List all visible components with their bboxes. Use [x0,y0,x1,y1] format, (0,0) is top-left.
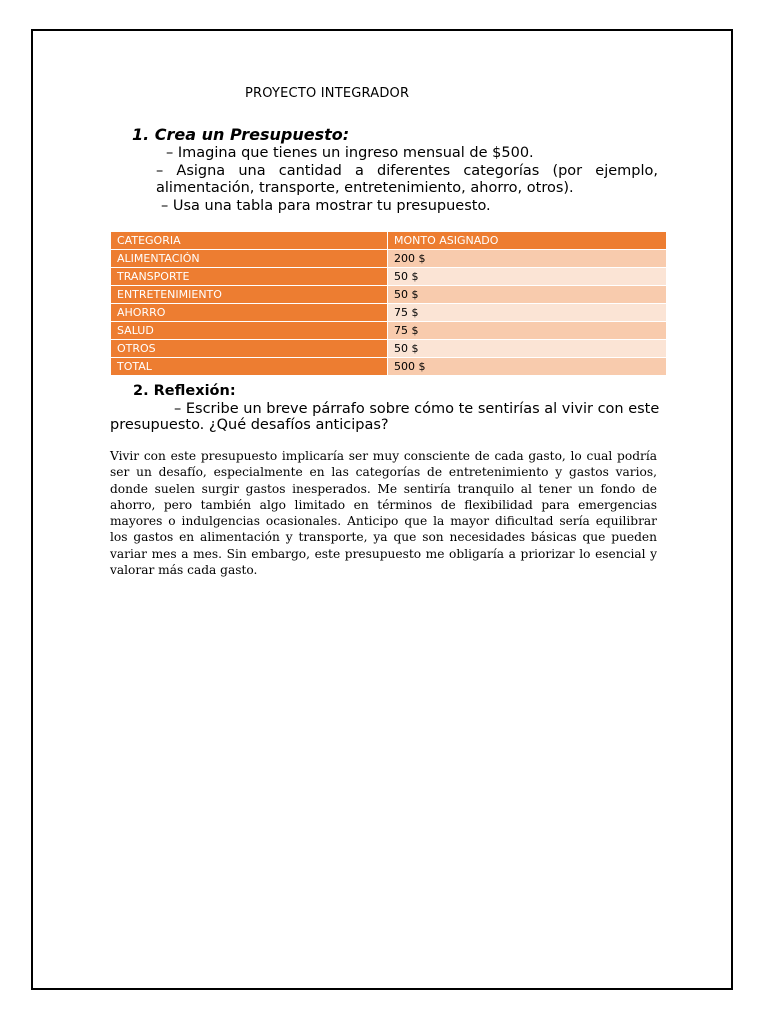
total-label-cell: TOTAL [111,358,388,376]
table-row [111,268,667,286]
category-cell: ENTRETENIMIENTO [111,286,388,304]
section-1-bullet-3: – Usa una tabla para mostrar tu presupuesto. [161,198,491,214]
amount-cell: 50 $ [388,286,667,304]
category-cell: SALUD [111,322,388,340]
section-2-line-1: – Escribe un breve párrafo sobre cómo te sentirías al vivir con este [174,401,660,417]
section-1-bullet-2-line-2: alimentación, transporte, entretenimiento, ahorro, otros). [156,180,574,196]
table-header-row [111,232,667,250]
category-cell: OTROS [111,340,388,358]
category-cell: AHORRO [111,304,388,322]
category-cell: TRANSPORTE [111,268,388,286]
total-amount-cell: 500 $ [388,358,667,376]
table-row [111,340,667,358]
amount-cell: 75 $ [388,322,667,340]
table-row [111,250,667,268]
category-cell: ALIMENTACIÓN [111,250,388,268]
amount-cell: 75 $ [388,304,667,322]
table-row [111,304,667,322]
reflection-paragraph: Vivir con este presupuesto implicaría ser muy consciente de cada gasto, lo cual podría ser un desafío, especialmente en las categorías de entretenimiento y gastos varios, donde suelen surgir gastos inesperados. Me sentiría tranquilo al tener un fondo de ahorro, pero también algo limitado en términos de flexibilidad para emergencias mayores o indulgencias ocasionales. Anticipo que la mayor dificultad sería equilibrar los gastos en alimentación y transporte, ya que son necesidades básicas que pueden variar mes a mes. Sin embargo, este presupuesto me obligaría a priorizar lo esencial y valorar más cada gasto. [110,449,657,578]
amount-cell: 50 $ [388,340,667,358]
budget-table [110,231,667,376]
section-2-heading: 2. Reflexión: [133,383,236,399]
section-1-bullet-1: – Imagina que tienes un ingreso mensual de $500. [166,145,534,161]
section-1-bullet-2-line-1: – Asigna una cantidad a diferentes categorías (por ejemplo, [156,163,658,179]
column-header-category: CATEGORIA [111,232,388,250]
section-2-line-2: presupuesto. ¿Qué desafíos anticipas? [110,417,389,433]
section-1-heading: 1. Crea un Presupuesto: [132,125,350,144]
column-header-amount: MONTO ASIGNADO [388,232,667,250]
table-row [111,322,667,340]
document-title: PROYECTO INTEGRADOR [245,86,410,101]
table-row [111,286,667,304]
amount-cell: 200 $ [388,250,667,268]
amount-cell: 50 $ [388,268,667,286]
table-row-total [111,358,667,376]
